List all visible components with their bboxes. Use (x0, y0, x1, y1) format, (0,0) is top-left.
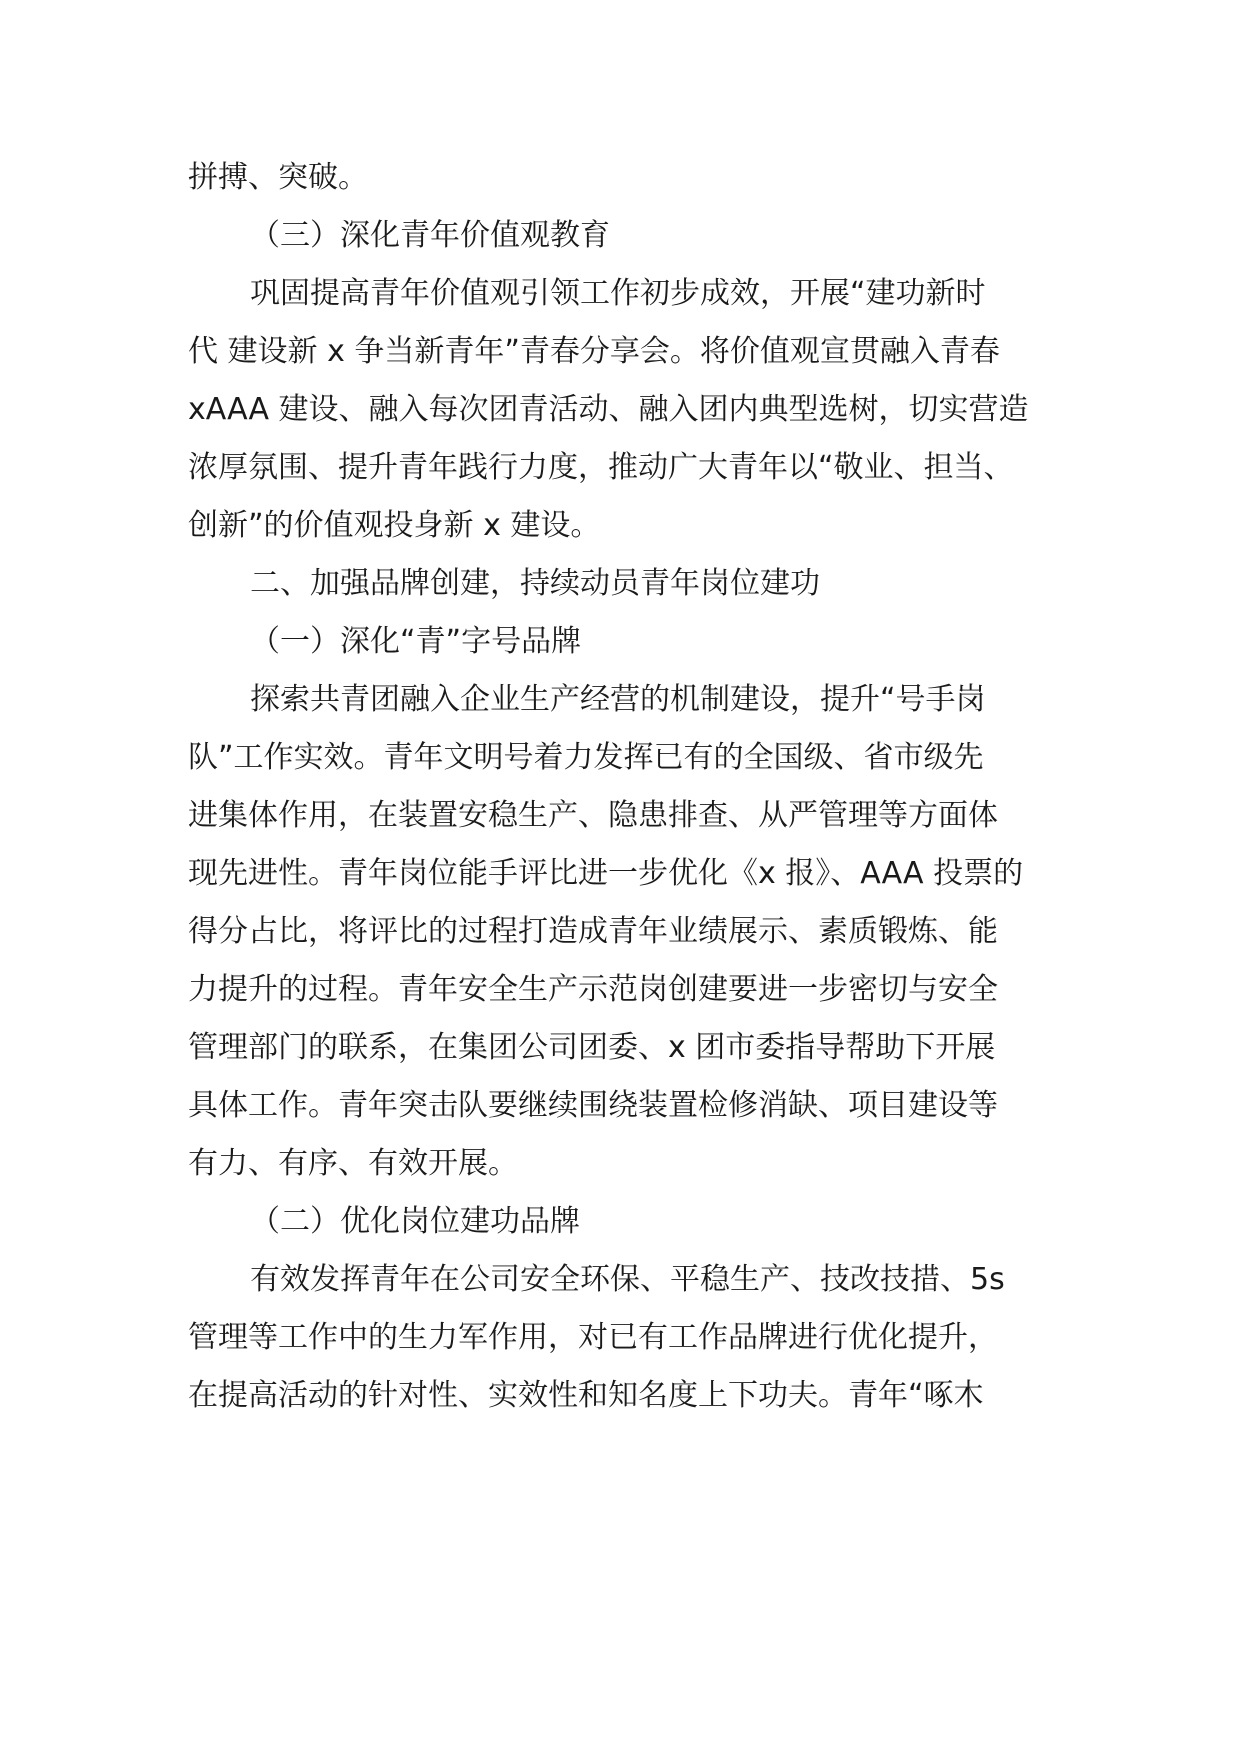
section-heading: （二）优化岗位建功品牌 (250, 1204, 580, 1239)
section-heading: （一）深化“青”字号品牌 (250, 624, 582, 659)
paragraph-line: 力提升的过程。青年安全生产示范岗创建要进一步密切与安全 (188, 972, 998, 1007)
paragraph-line: 管理部门的联系，在集团公司团委、x 团市委指导帮助下开展 (188, 1030, 996, 1065)
paragraph-line: 浓厚氛围、提升青年践行力度，推动广大青年以“敬业、担当、 (188, 450, 1014, 485)
paragraph-line: 拼搏、突破。 (188, 160, 368, 195)
section-heading: （三）深化青年价值观教育 (250, 218, 610, 253)
paragraph-line: 有力、有序、有效开展。 (188, 1146, 518, 1181)
paragraph-line: 有效发挥青年在公司安全环保、平稳生产、技改技措、5s (250, 1262, 1005, 1297)
paragraph-line: 队”工作实效。青年文明号着力发挥已有的全国级、省市级先 (188, 740, 984, 775)
paragraph-line: 巩固提高青年价值观引领工作初步成效，开展“建功新时 (250, 276, 986, 311)
chapter-heading: 二、加强品牌创建，持续动员青年岗位建功 (250, 566, 820, 601)
paragraph-line: 进集体作用，在装置安稳生产、隐患排查、从严管理等方面体 (188, 798, 998, 833)
paragraph-line: 现先进性。青年岗位能手评比进一步优化《x 报》、AAA 投票的 (188, 856, 1024, 891)
paragraph-line: 探索共青团融入企业生产经营的机制建设，提升“号手岗 (250, 682, 986, 717)
paragraph-line: xAAA 建设、融入每次团青活动、融入团内典型选树，切实营造 (188, 392, 1029, 427)
paragraph-line: 代 建设新 x 争当新青年”青春分享会。将价值观宣贯融入青春 (188, 334, 1000, 369)
paragraph-line: 创新”的价值观投身新 x 建设。 (188, 508, 601, 543)
paragraph-line: 得分占比，将评比的过程打造成青年业绩展示、素质锻炼、能 (188, 914, 998, 949)
paragraph-line: 在提高活动的针对性、实效性和知名度上下功夫。青年“啄木 (188, 1378, 984, 1413)
paragraph-line: 管理等工作中的生力军作用，对已有工作品牌进行优化提升， (188, 1320, 998, 1355)
paragraph-line: 具体工作。青年突击队要继续围绕装置检修消缺、项目建设等 (188, 1088, 998, 1123)
